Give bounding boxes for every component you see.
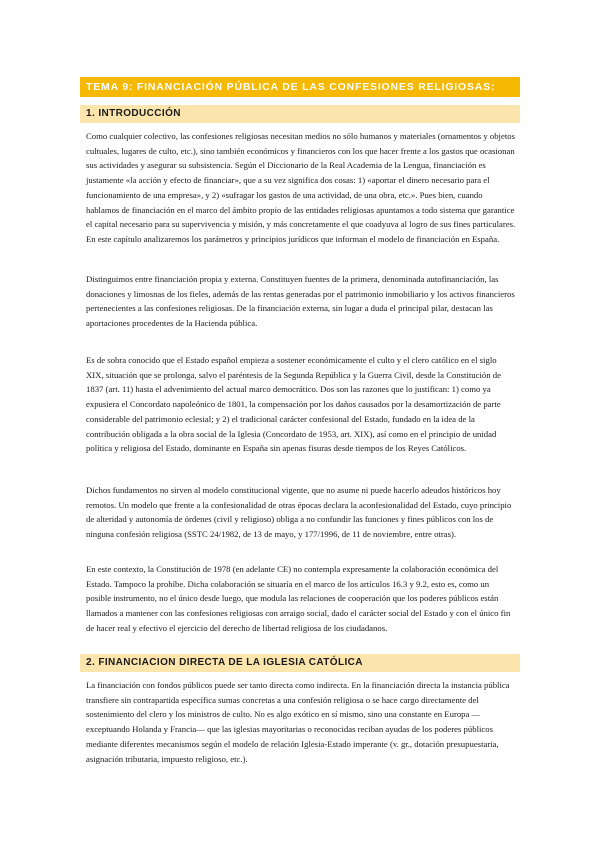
section-heading-financiacion-directa: 2. FINANCIACION DIRECTA DE LA IGLESIA CATÓLICA [80,654,520,672]
section-heading-introduccion: 1. INTRODUCCIÓN [80,105,520,123]
paragraph: Distinguimos entre financiación propia y externa. Constituyen fuentes de la primera, denominada autofinanciación, las donaciones y limosnas de los fieles, además de las rentas generadas por el patrimonio inmobiliario y los activos financieros pertenecientes a las confesiones religiosas. De la financiación externa, sin lugar a duda el principal pilar, destacan las aportaciones procedentes de la Hacienda pública. [86,274,515,329]
paragraph: La financiación con fondos públicos puede ser tanto directa como indirecta. En la financiación directa la instancia pública transfiere sin contrapartida específica sumas concretas a una confesión religiosa o se hace cargo directamente del sostenimiento del clero y los ministros de culto. No es algo exótico en sí mismo, sino una constante en Europa —exceptuando Holanda y Francia— que las iglesias mayoritarias o reconocidas reciban ayudas de los poderes públicos mediante diferentes mecanismos según el modelo de relación Iglesia-Estado imperante (v. gr., dotación presupuestaria, asignación tributaria, impuesto religioso, etc.). [86,680,510,764]
paragraph: Como cualquier colectivo, las confesiones religiosas necesitan medios no sólo humanos y materiales (ornamentos y objetos cultuales, lugares de culto, etc.), sino también económicos y financieros con los que hacer frente a los gastos que ocasionan sus actividades y asegurar su subsistencia. Según el Diccionario de la Real Academia de la Lengua, financiación es justamente «la acción y efecto de financiar», que a su vez significa dos cosas: 1) «aportar el dinero necesario para el funcionamiento de una empresa», y 2) «sufragar los gastos de una actividad, de una obra, etc.». Pues bien, cuando hablamos de financiación en el marco del ámbito propio de las entidades religiosas apuntamos a todo sistema que garantice el capital necesario para su supervivencia y misión, y más concretamente el que coadyuva al logro de sus fines particulares. En este capítulo analizaremos los parámetros y principios jurídicos que informan el modelo de financiación en España. [86,131,516,244]
paragraph: Dichos fundamentos no sirven al modelo constitucional vigente, que no asume ni puede hacerlo adeudos históricos hoy remotos. Un modelo que frente a la confesionalidad de otras épocas declara la aconfesionalidad del Estado, cuyo principio de alteridad y autonomía de órdenes (civil y religioso) obliga a no confundir las funciones y fines públicos con los de ninguna confesión religiosa (SSTC 24/1982, de 13 de mayo, y 177/1996, de 11 de noviembre, entre otras). [86,485,512,540]
paragraph: Es de sobra conocido que el Estado español empieza a sostener económicamente el culto y el clero católico en el siglo XIX, situación que se prolonga, salvo el paréntesis de la Segunda República y la Guerra Civil, desde la Constitución de 1837 (art. 11) hasta el advenimiento del actual marco democrático. Dos son las razones que lo justifican: 1) como ya expusiera el Concordato napoleónico de 1801, la compensación por los daños causados por la desamortización de parte considerable del patrimonio eclesial; y 2) el tradicional carácter confesional del Estado, fundado en la idea de la contribución obligada a la obra social de la Iglesia (Concordato de 1953, art. XIX), así como en el principio de unidad política y religiosa del Estado, dominante en España sin apenas fisuras desde tiempos de los Reyes Católicos. [86,355,501,454]
paragraph: En este contexto, la Constitución de 1978 (en adelante CE) no contempla expresamente la colaboración económica del Estado. Tampoco la prohíbe. Dicha colaboración se situaría en el marco de los artículos 16.3 y 9.2, esto es, como un posible instrumento, no el único desde luego, que modula las relaciones de cooperación que los poderes públicos están llamados a mantener con las confesiones religiosas con arraigo social, dado el carácter social del Estado y con el único fin de hacer real y efectivo el ejercicio del derecho de libertad religiosa de los ciudadanos. [86,564,511,633]
document-title: TEMA 9: FINANCIACIÓN PÚBLICA DE LAS CONFESIONES RELIGIOSAS: [80,77,520,97]
